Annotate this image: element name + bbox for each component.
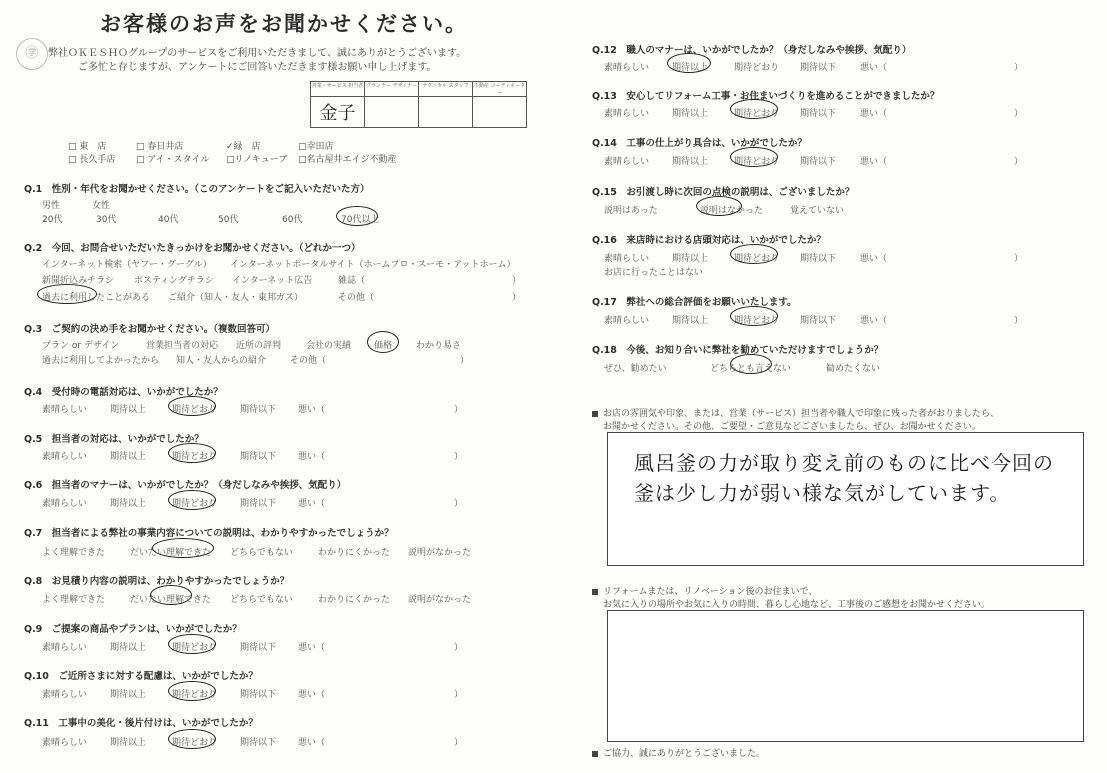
q3-clarity[interactable]: わかり易さ [416, 341, 462, 351]
q14-label: Q.14 工事の仕上がり具合は、いかがでしたか？ [592, 138, 807, 149]
q9-above[interactable]: 期待以上 [110, 643, 147, 653]
q7-understood[interactable]: よく理解できた [42, 548, 106, 558]
store-midori[interactable]: ✓緑 店 [226, 142, 261, 152]
q11-excellent[interactable]: 素晴らしい [42, 738, 88, 748]
store-koda[interactable]: □幸田店 [298, 142, 334, 152]
q2-other[interactable]: その他（ [338, 293, 375, 303]
q10-bad[interactable]: 悪い（ [298, 690, 326, 700]
feedback1-answer-line-2: 釜は少し力が弱い様な気がしています。 [634, 481, 1011, 505]
q3-used-before[interactable]: 過去に利用してよかったから [42, 356, 160, 366]
q12-label: Q.12 職人のマナーは、いかがでしたか？（身だしなみや挨拶、気配り） [592, 45, 912, 56]
q16-bad-close: ） [1014, 254, 1024, 264]
q12-bad-close: ） [1014, 63, 1024, 73]
q9-label: Q.9 ご提案の商品やプランは、いかがでしたか？ [24, 624, 242, 635]
q7-label: Q.7 担当者による弊社の事業内容についての説明は、わかりやすかったでしょうか？ [24, 528, 394, 539]
q13-above[interactable]: 期待以上 [672, 109, 709, 119]
staff-table [310, 81, 527, 128]
q18-label: Q.18 今後、お知り合いに弊社を勧めていただけますでしょうか？ [592, 345, 884, 356]
q3-other-close: ） [460, 356, 470, 366]
store-renocube[interactable]: □リノキューブ [226, 155, 288, 165]
q8-label: Q.8 お見積り内容の説明は、わかりやすかったでしょうか？ [24, 576, 290, 587]
q17-as-expected[interactable]: 期待どおり [734, 316, 780, 326]
q2-portal-site[interactable]: インターネットポータルサイト（ホームプロ・スーモ・アットホーム） [230, 260, 516, 270]
q16-below[interactable]: 期待以下 [800, 254, 837, 264]
q3-label: Q.3 ご契約の決め手をお聞かせください。（複数回答可） [24, 324, 276, 335]
q4-excellent[interactable]: 素晴らしい [42, 405, 88, 415]
q17-bad[interactable]: 悪い（ [860, 316, 888, 326]
q5-bad[interactable]: 悪い（ [298, 452, 326, 462]
q13-excellent[interactable]: 素晴らしい [604, 109, 650, 119]
q1-70s[interactable]: 70代以上 [341, 215, 380, 225]
q13-below[interactable]: 期待以下 [800, 109, 837, 119]
q5-above[interactable]: 期待以上 [110, 452, 147, 462]
store-nagakute[interactable]: □ 長久手店 [68, 155, 116, 165]
q3-reputation[interactable]: 近所の評判 [236, 341, 282, 351]
q5-label: Q.5 担当者の対応は、いかがでしたか？ [24, 434, 204, 445]
q12-below[interactable]: 期待以下 [800, 63, 837, 73]
q2-referral[interactable]: ご紹介（知人・友人・東邦ガス） [168, 293, 304, 303]
q2-used-before[interactable]: 過去に利用したことがある [42, 293, 151, 303]
q1-50s[interactable]: 50代 [218, 215, 239, 225]
q16-never-visited[interactable]: お店に行ったことはない [604, 268, 704, 278]
q8-no-explanation[interactable]: 説明がなかった [408, 595, 472, 605]
q16-excellent[interactable]: 素晴らしい [604, 254, 650, 264]
footer-thanks: ご協力、誠にありがとうございました。 [592, 746, 765, 759]
q9-bad[interactable]: 悪い（ [298, 643, 326, 653]
page-title: お客様のお声をお聞かせください。 [100, 12, 468, 36]
q10-above[interactable]: 期待以上 [110, 690, 147, 700]
q14-as-expected[interactable]: 期待どおり [734, 157, 780, 167]
q6-as-expected[interactable]: 期待どおり [172, 499, 218, 509]
q2-label: Q.2 今回、お問合せいただいたきっかけをお聞かせください。（どれか一つ） [24, 243, 361, 254]
staff-cell-sales[interactable] [311, 97, 365, 128]
q4-label: Q.4 受付時の電話対応は、いかがでしたか？ [24, 387, 223, 398]
q13-as-expected[interactable]: 期待どおり [734, 109, 780, 119]
q5-below[interactable]: 期待以下 [240, 452, 277, 462]
q14-excellent[interactable]: 素晴らしい [604, 157, 650, 167]
q11-bad[interactable]: 悪い（ [298, 738, 326, 748]
q7-neither[interactable]: どちらでもない [230, 548, 293, 558]
q10-as-expected[interactable]: 期待どおり [172, 690, 218, 700]
q16-label: Q.16 来店時における店頭対応は、いかがでしたか？ [592, 235, 826, 246]
intro-line-1: 弊社ＯＫＥＳＨＯグループのサービスをご利用いただきまして、誠にありがとうございます。 [48, 48, 467, 59]
q13-bad-close: ） [1014, 109, 1024, 119]
staff-cell-technical[interactable] [419, 97, 473, 128]
q8-understood[interactable]: よく理解できた [42, 595, 106, 605]
q2-magazine[interactable]: 雑誌（ [338, 276, 366, 286]
q9-as-expected[interactable]: 期待どおり [172, 643, 218, 653]
q15-not-explained[interactable]: 説明はなかった [700, 206, 764, 216]
q17-excellent[interactable]: 素晴らしい [604, 316, 650, 326]
feedback2-prompt-1: リフォームまたは、リノベーション後のお住まいで、 [592, 584, 817, 597]
q11-above[interactable]: 期待以上 [110, 738, 147, 748]
q6-label: Q.6 担当者のマナーは、いかがでしたか？（身だしなみや挨拶、気配り） [24, 480, 347, 491]
q11-bad-close: ） [454, 738, 464, 748]
q5-excellent[interactable]: 素晴らしい [42, 452, 88, 462]
q1-40s[interactable]: 40代 [158, 215, 179, 225]
store-higashi[interactable]: □ 東 店 [68, 142, 107, 152]
q2-other-close: ） [512, 293, 522, 303]
q3-price[interactable]: 価格 [374, 341, 393, 351]
q16-as-expected[interactable]: 期待どおり [734, 254, 780, 264]
q6-bad-close: ） [454, 499, 464, 509]
q12-bad[interactable]: 悪い（ [860, 63, 888, 73]
feedback1-answer-box[interactable] [607, 432, 1084, 566]
q6-above[interactable]: 期待以上 [110, 499, 147, 509]
q1-male[interactable]: 男性 [42, 201, 61, 211]
intro-line-2: ご多忙と存じますが、アンケートにご回答いただきます様お願い申し上げます。 [78, 62, 437, 73]
bullet-square-icon [592, 411, 598, 417]
q5-bad-close: ） [454, 452, 464, 462]
q16-bad[interactable]: 悪い（ [860, 254, 888, 264]
q3-plan-design[interactable]: プラン or デザイン [42, 341, 120, 351]
q18-neither[interactable]: どちらとも言えない [710, 364, 792, 374]
feedback1-answer-line-1: 風呂釜の力が取り変え前のものに比べ今回の [634, 451, 1054, 475]
q14-bad[interactable]: 悪い（ [860, 157, 888, 167]
q10-label: Q.10 ご近所さまに対する配慮は、いかがでしたか？ [24, 671, 258, 682]
q3-track-record[interactable]: 会社の実績 [306, 341, 352, 351]
q1-20s[interactable]: 20代 [42, 215, 63, 225]
q12-as-expected[interactable]: 期待どおり [734, 63, 780, 73]
q2-posting[interactable]: ポスティングチラシ [134, 276, 214, 286]
q9-below[interactable]: 期待以下 [240, 643, 277, 653]
q10-below[interactable]: 期待以下 [240, 690, 277, 700]
q14-bad-close: ） [1014, 157, 1024, 167]
q8-mostly-understood[interactable]: だいたい理解できた [130, 595, 212, 605]
q4-as-expected[interactable]: 期待どおり [172, 405, 218, 415]
q7-no-explanation[interactable]: 説明がなかった [408, 548, 472, 558]
staff-cell-planner[interactable] [365, 97, 419, 128]
q13-bad[interactable]: 悪い（ [860, 109, 888, 119]
q15-label: Q.15 お引渡し時に次回の点検の説明は、ございましたか？ [592, 187, 855, 198]
q6-excellent[interactable]: 素晴らしい [42, 499, 88, 509]
q12-above[interactable]: 期待以上 [672, 63, 709, 73]
q17-label: Q.17 弊社への総合評価をお願いいたします。 [592, 297, 797, 308]
q11-below[interactable]: 期待以下 [240, 738, 277, 748]
q17-above[interactable]: 期待以上 [672, 316, 709, 326]
q4-above[interactable]: 期待以上 [110, 405, 147, 415]
q7-mostly-understood[interactable]: だいたい理解できた [130, 548, 212, 558]
q4-bad[interactable]: 悪い（ [298, 405, 326, 415]
q3-other[interactable]: その他（ [290, 356, 327, 366]
staff-header-realestate: 不動産 コーディネーター [473, 83, 526, 96]
q6-below[interactable]: 期待以下 [240, 499, 277, 509]
feedback2-answer-box[interactable] [607, 610, 1084, 742]
q1-30s[interactable]: 30代 [96, 215, 117, 225]
q2-newspaper[interactable]: 新聞折込みチラシ [42, 276, 115, 286]
q7-hard[interactable]: わかりにくかった [318, 548, 391, 558]
q15-dont-remember[interactable]: 覚えていない [790, 206, 845, 216]
store-kasugai[interactable]: □ 春日井店 [136, 142, 184, 152]
q5-as-expected[interactable]: 期待どおり [172, 452, 218, 462]
q3-sales-staff[interactable]: 営業担当者の対応 [146, 341, 219, 351]
q3-referral[interactable]: 知人・友人からの紹介 [176, 356, 267, 366]
q11-label: Q.11 工事中の美化・後片付けは、いかがでしたか？ [24, 718, 258, 729]
q10-excellent[interactable]: 素晴らしい [42, 690, 88, 700]
q1-label: Q.1 性別・年代をお聞かせください。（このアンケートをご記入いただいた方） [24, 184, 370, 195]
q1-female[interactable]: 女性 [92, 201, 111, 211]
q17-below[interactable]: 期待以下 [800, 316, 837, 326]
q11-as-expected[interactable]: 期待どおり [172, 738, 218, 748]
feedback2-prompt-2: お気に入りの場所やお気に入りの時間、暮らし心地など、工事後のご感想をお聞かせください。 [603, 600, 991, 610]
q2-magazine-close: ） [512, 276, 522, 286]
q1-60s[interactable]: 60代 [282, 215, 303, 225]
staff-cell-realestate[interactable] [473, 97, 527, 128]
staff-header-planner: プランナー デザイナー [365, 82, 419, 97]
q2-net-search[interactable]: インターネット検索（ヤフー・グーグル） [42, 260, 212, 270]
q9-bad-close: ） [454, 643, 464, 653]
q14-above[interactable]: 期待以上 [672, 157, 709, 167]
q16-above[interactable]: 期待以上 [672, 254, 709, 264]
staff-name: 金子 [319, 103, 356, 124]
feedback1-prompt-1: お店の雰囲気や印象、または、営業（サービス）担当者や職人で印象に残った者がおりましたら、 [592, 406, 999, 419]
q8-neither[interactable]: どちらでもない [230, 595, 293, 605]
q8-hard[interactable]: わかりにくかった [318, 595, 391, 605]
company-seal-icon: ㊫ [16, 38, 48, 70]
bullet-square-icon [592, 589, 598, 595]
store-istyle[interactable]: □ アイ・スタイル [136, 155, 210, 165]
q6-bad[interactable]: 悪い（ [298, 499, 326, 509]
q4-below[interactable]: 期待以下 [240, 405, 277, 415]
q9-excellent[interactable]: 素晴らしい [42, 643, 88, 653]
q15-explained[interactable]: 説明はあった [604, 206, 658, 216]
q18-not-recommend[interactable]: 勧めたくない [826, 364, 881, 374]
q2-net-ad[interactable]: インターネット広告 [232, 276, 313, 286]
staff-header-technical: テクニカル スタッフ [419, 82, 473, 97]
staff-header-sales: 営業・サービス 担当者 [311, 82, 365, 97]
feedback1-prompt-2: お聞かせください。その他、ご要望・ご意見などございましたら、ぜひ、お聞かせください。 [603, 422, 981, 432]
q13-label: Q.13 安心してリフォーム工事・お住まいづくりを進めることができましたか？ [592, 91, 940, 102]
q10-bad-close: ） [454, 690, 464, 700]
q4-bad-close: ） [454, 405, 464, 415]
q14-below[interactable]: 期待以下 [800, 157, 837, 167]
store-nagoya-realestate[interactable]: □名古屋井エイジ不動産 [298, 155, 397, 165]
bullet-square-icon [592, 751, 598, 757]
q12-excellent[interactable]: 素晴らしい [604, 63, 650, 73]
q18-recommend[interactable]: ぜひ、勧めたい [604, 364, 667, 374]
q17-bad-close: ） [1014, 316, 1024, 326]
